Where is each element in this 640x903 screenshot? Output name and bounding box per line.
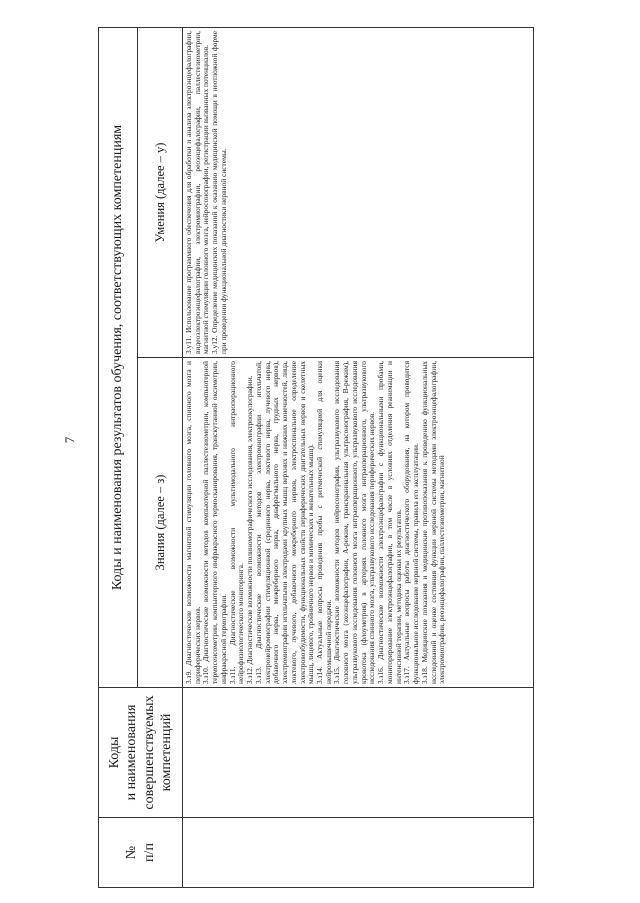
skills-item: 3.у11. Использование программного обеспечения для обработки и анализа электроэнцефалографии, видеоэлектроэнцефалографии, электромиографии, реоэнцефалографии, паллестезиометрии, магнитной стимуляции головного мозга, нейросонографии, регистрации вызванных потенциалов. (184, 30, 211, 354)
knowledge-item: 3.з10. Диагностические возможности методов компьютерной паллестезиометрии, компьютерной термосенсометрии, компьютерного инфракрасного термосканирования, транскутанной оксиметрии, инфракрасной термографии. (201, 361, 228, 684)
page-number: 7 (62, 436, 77, 444)
header-number: № п/п (99, 818, 183, 888)
header-main: Коды и наименования результатов обучения, соответствующих компетенциям (99, 27, 138, 687)
cell-skills (183, 27, 534, 357)
rotated-table-container (98, 28, 534, 888)
knowledge-item: 3.з16. Диагностические возможности электроэнцефалографии с функциональными пробами, мониторирование электроэнцефалографии, в том числе в условиях отделения реанимации и интенсивной терапии, методика оценки их результатов. (376, 361, 403, 684)
cell-number (183, 818, 534, 888)
knowledge-item: 3.з13. Диагностические возможности методов электромиографии игольчатой, электронейромиографии стимуляционной (срединного нерва, локтевого нерва, лучевого нерва, добавочного нерва, межреберного нерва, диафрагмального нерва, грудных нервов), электромиографии игольчатыми электродами крупных мышц верхних и нижних конечностей, лица, локтевого, лучевого, добавочного межреберного нервов, электроспинальное определение электровозбудимости, функциональных свойств периферических двигательных нервов и скелетных мышц, лицевого, тройничного нервов и мимических и жевательных мышц). (253, 361, 316, 684)
knowledge-item: 3.з11. Диагностические возможности мультимодального интраоперационного нейрофизиологического мониторинга. (227, 361, 246, 684)
knowledge-item: 3.з18. Медицинские показания и медицинские противопоказания к проведению функциональных исследований и оценке состояния функции нервной системы методами электроэнцефалографии, электромиографии, реоэнцефалографии, паллестезиометрии, магнитной (419, 361, 447, 684)
knowledge-item: 3.з9. Диагностические возможности магнитной стимуляции головного мозга, спинного мозга и периферических нервов. (184, 361, 202, 684)
competency-table (98, 27, 534, 888)
knowledge-item: 3.з15. Диагностические возможности методов нейросонографии, ультразвукового исследования головного мозга (эхоэнцефалографии, А-режим, транскраниальная ультрасонография, В-режим), ультразвукового исследования головного мозга интраоперационного, ультразвукового исследования кровотока (флоуметрия) в артериях головного мозга интраоперационного, ультразвукового исследования спинного мозга, ультразвукового исследования периферических нервов. (332, 361, 377, 684)
header-knowledge: Знания (далее – з) (138, 358, 183, 688)
knowledge-item: 3.з14. Актуальные вопросы проведения пробы с ритмической стимуляцией для оценки нейромышечной передачи. (315, 361, 333, 684)
cell-codes (183, 688, 534, 818)
cell-knowledge (183, 358, 534, 688)
header-skills: Умения (далее – у) (138, 27, 183, 357)
skills-item: 3.у12. Определение медицинских показаний к оказанию медицинской помощи в неотложной форме при проведении функциональной диагностики нервной системы. (210, 30, 228, 354)
knowledge-item: 3.з17. Актуальные вопросы работы диагностического оборудования, на котором проводится функциональное исследование нервной системы, правила его эксплуатации. (402, 361, 421, 684)
knowledge-item: 3.з12. Диагностические возможности полиномографического исследования, электроокулографии. (245, 375, 255, 684)
header-codes: Коды и наименования совершенствуемых компетенций (99, 688, 183, 818)
